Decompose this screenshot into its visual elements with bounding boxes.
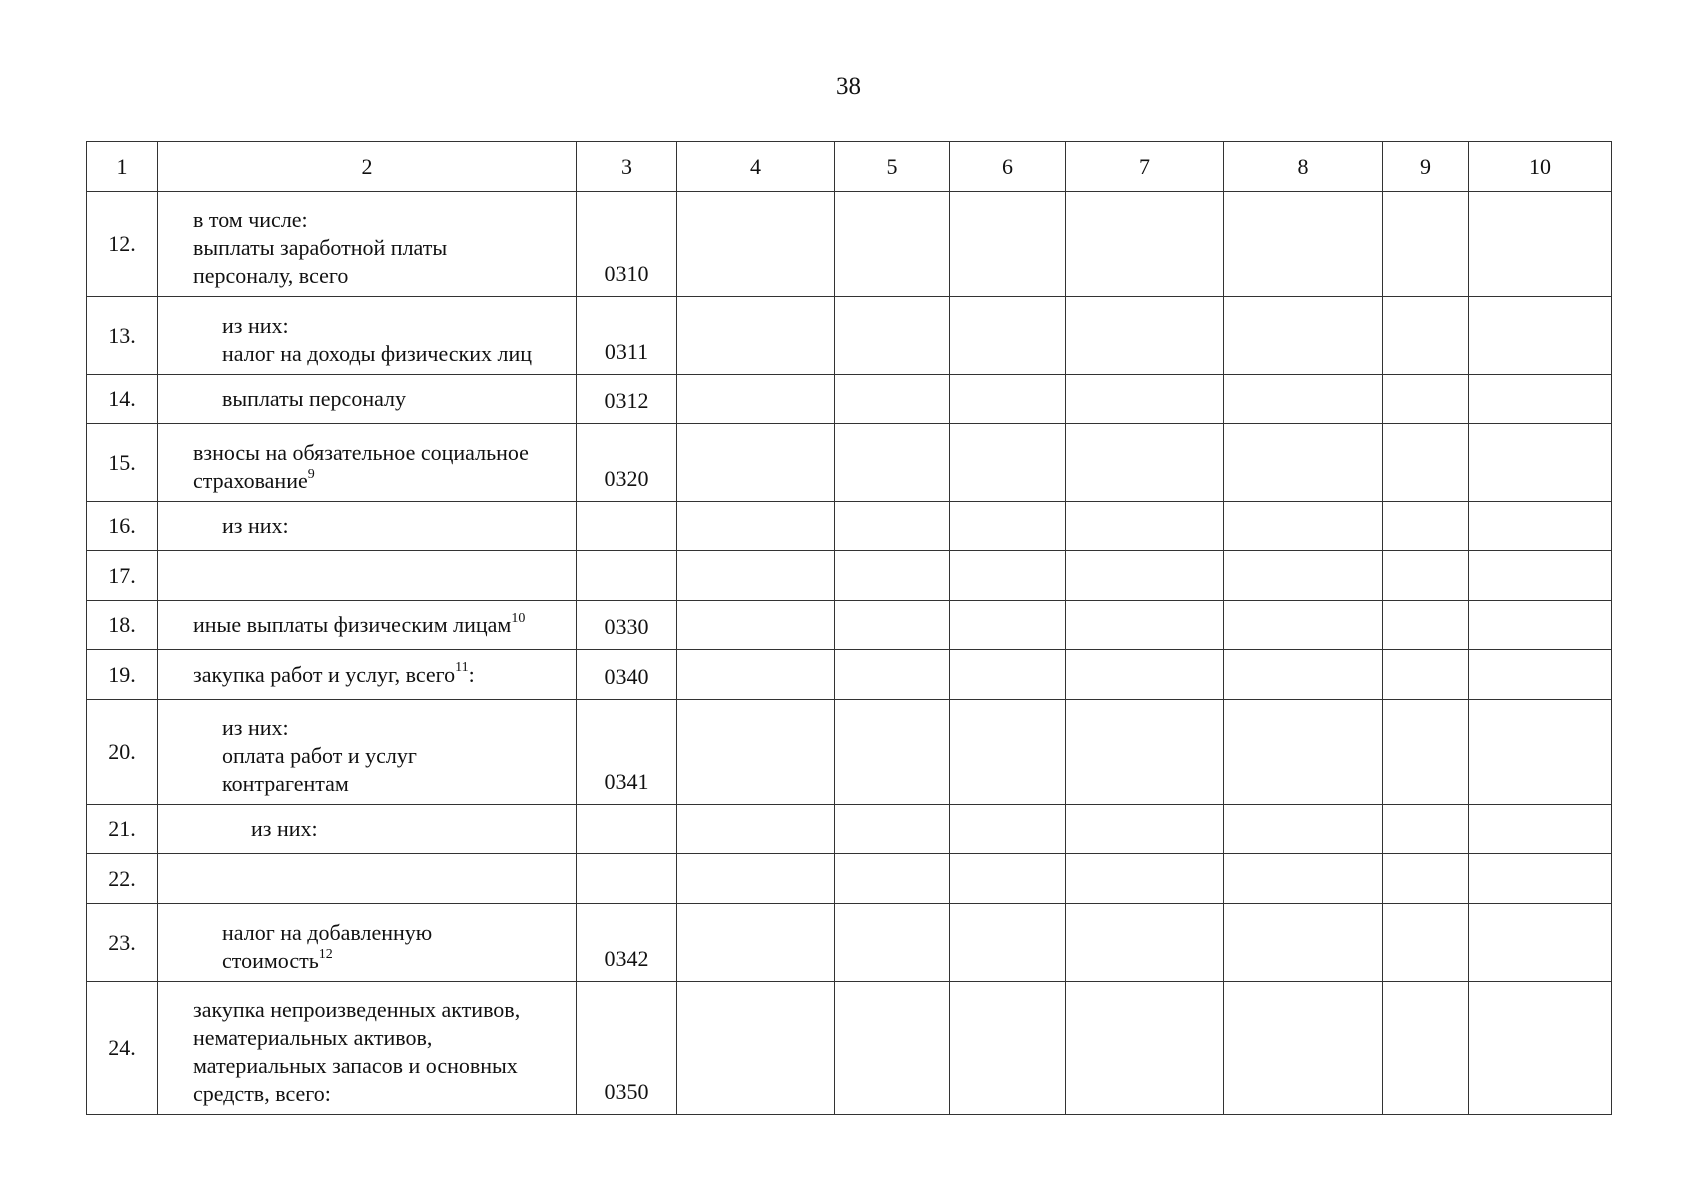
table-row (87, 502, 1612, 551)
value-cell-col-5 (835, 854, 950, 904)
value-cell-col-6 (950, 424, 1066, 502)
row-name-line (193, 947, 570, 975)
row-name-line (193, 312, 570, 340)
row-name-text: из них: (222, 513, 289, 538)
value-cell-col-7 (1066, 551, 1224, 601)
row-name-line (193, 1024, 570, 1052)
row-name-text: средств, всего: (193, 1081, 331, 1106)
row-name-text: налог на добавленную (222, 920, 433, 945)
value-cell-col-10 (1469, 700, 1612, 805)
value-cell-col-9 (1383, 375, 1469, 424)
value-cell-col-9 (1383, 854, 1469, 904)
row-name-line (193, 262, 570, 290)
row-name-line (193, 815, 570, 843)
value-cell-col-4 (677, 854, 835, 904)
row-name-line (193, 742, 570, 770)
value-cell-col-9 (1383, 297, 1469, 375)
row-name-cell (158, 502, 577, 551)
value-cell-col-7 (1066, 502, 1224, 551)
value-cell-col-4 (677, 982, 835, 1115)
value-cell-col-7 (1066, 982, 1224, 1115)
value-cell-col-8 (1224, 805, 1383, 854)
value-cell-col-6 (950, 192, 1066, 297)
value-cell-col-5 (835, 424, 950, 502)
row-code-cell (577, 854, 677, 904)
row-code-cell: 0310 (577, 192, 677, 297)
value-cell-col-6 (950, 650, 1066, 700)
row-name-line (193, 206, 570, 234)
value-cell-col-10 (1469, 854, 1612, 904)
value-cell-col-5 (835, 700, 950, 805)
value-cell-col-8 (1224, 854, 1383, 904)
value-cell-col-8 (1224, 192, 1383, 297)
value-cell-col-5 (835, 192, 950, 297)
value-cell-col-6 (950, 601, 1066, 650)
value-cell-col-4 (677, 650, 835, 700)
row-name-line (193, 996, 570, 1024)
header-cell-5: 5 (835, 142, 950, 192)
header-cell-6: 6 (950, 142, 1066, 192)
row-name-cell (158, 375, 577, 424)
row-name-line (193, 611, 570, 639)
value-cell-col-7 (1066, 854, 1224, 904)
row-name-cell (158, 700, 577, 805)
value-cell-col-6 (950, 700, 1066, 805)
footnote-ref: 11 (455, 660, 469, 676)
row-name-cell (158, 424, 577, 502)
header-cell-3: 3 (577, 142, 677, 192)
row-name-cell (158, 650, 577, 700)
value-cell-col-9 (1383, 502, 1469, 551)
row-number-cell: 23. (87, 904, 158, 982)
value-cell-col-4 (677, 192, 835, 297)
page-number: 38 (836, 73, 861, 100)
value-cell-col-8 (1224, 375, 1383, 424)
value-cell-col-4 (677, 805, 835, 854)
value-cell-col-10 (1469, 650, 1612, 700)
value-cell-col-10 (1469, 904, 1612, 982)
row-code-cell: 0311 (577, 297, 677, 375)
value-cell-col-10 (1469, 551, 1612, 601)
value-cell-col-5 (835, 982, 950, 1115)
value-cell-col-4 (677, 375, 835, 424)
row-name-suffix: : (468, 661, 475, 687)
value-cell-col-10 (1469, 805, 1612, 854)
row-name-cell (158, 854, 577, 904)
table-row (87, 650, 1612, 700)
row-name-text: оплата работ и услуг (222, 743, 417, 768)
row-name-line (193, 1080, 570, 1108)
row-name-text: из них: (222, 313, 289, 338)
value-cell-col-10 (1469, 375, 1612, 424)
value-cell-col-4 (677, 551, 835, 601)
row-code-cell: 0320 (577, 424, 677, 502)
value-cell-col-4 (677, 502, 835, 551)
row-number-cell: 12. (87, 192, 158, 297)
value-cell-col-5 (835, 904, 950, 982)
row-name-line (193, 385, 570, 413)
header-cell-4: 4 (677, 142, 835, 192)
value-cell-col-10 (1469, 424, 1612, 502)
value-cell-col-7 (1066, 424, 1224, 502)
row-name-line (193, 340, 570, 368)
value-cell-col-4 (677, 297, 835, 375)
value-cell-col-5 (835, 805, 950, 854)
value-cell-col-9 (1383, 982, 1469, 1115)
row-number-cell: 20. (87, 700, 158, 805)
table-row (87, 854, 1612, 904)
table-row (87, 904, 1612, 982)
report-table (86, 141, 1612, 1115)
header-cell-9: 9 (1383, 142, 1469, 192)
value-cell-col-9 (1383, 424, 1469, 502)
row-code-cell (577, 805, 677, 854)
value-cell-col-8 (1224, 502, 1383, 551)
value-cell-col-7 (1066, 805, 1224, 854)
row-name-cell (158, 192, 577, 297)
row-number-cell: 17. (87, 551, 158, 601)
row-number-cell: 14. (87, 375, 158, 424)
value-cell-col-6 (950, 854, 1066, 904)
value-cell-col-8 (1224, 297, 1383, 375)
row-name-text: контрагентам (222, 771, 349, 796)
row-name-text: страхование (193, 468, 308, 493)
row-name-text: из них: (251, 816, 318, 841)
row-code-cell (577, 502, 677, 551)
row-name-text: выплаты заработной платы (193, 235, 448, 260)
footnote-ref: 10 (511, 610, 526, 626)
value-cell-col-9 (1383, 805, 1469, 854)
value-cell-col-10 (1469, 192, 1612, 297)
row-name-text: выплаты персоналу (222, 386, 407, 411)
row-number-cell: 18. (87, 601, 158, 650)
header-cell-1: 1 (87, 142, 158, 192)
value-cell-col-8 (1224, 424, 1383, 502)
row-name-text: взносы на обязательное социальное (193, 440, 529, 465)
row-code-cell: 0340 (577, 650, 677, 700)
value-cell-col-9 (1383, 192, 1469, 297)
value-cell-col-4 (677, 904, 835, 982)
row-number-cell: 19. (87, 650, 158, 700)
table-body (87, 142, 1612, 1115)
row-name-text: иные выплаты физическим лицам (193, 612, 512, 637)
value-cell-col-9 (1383, 601, 1469, 650)
table-row (87, 297, 1612, 375)
row-name-text: из них: (222, 715, 289, 740)
row-number-cell: 13. (87, 297, 158, 375)
value-cell-col-5 (835, 601, 950, 650)
value-cell-col-7 (1066, 700, 1224, 805)
value-cell-col-10 (1469, 502, 1612, 551)
table-row (87, 192, 1612, 297)
row-name-text: в том числе: (193, 207, 308, 232)
footnote-ref: 12 (318, 946, 333, 962)
row-name-line (193, 1052, 570, 1080)
row-number-cell: 24. (87, 982, 158, 1115)
table-row (87, 700, 1612, 805)
value-cell-col-6 (950, 502, 1066, 551)
row-name-text: нематериальных активов, (193, 1025, 433, 1050)
row-code-cell (577, 551, 677, 601)
value-cell-col-6 (950, 551, 1066, 601)
row-name-line (193, 234, 570, 262)
value-cell-col-6 (950, 805, 1066, 854)
value-cell-col-8 (1224, 650, 1383, 700)
row-name-line (193, 770, 570, 798)
value-cell-col-4 (677, 601, 835, 650)
value-cell-col-6 (950, 904, 1066, 982)
row-name-cell (158, 805, 577, 854)
row-name-cell (158, 982, 577, 1115)
row-number-cell: 22. (87, 854, 158, 904)
value-cell-col-8 (1224, 601, 1383, 650)
value-cell-col-9 (1383, 551, 1469, 601)
row-name-text: персоналу, всего (193, 263, 349, 288)
value-cell-col-10 (1469, 601, 1612, 650)
value-cell-col-4 (677, 700, 835, 805)
row-name-text: закупка работ и услуг, всего (193, 661, 456, 687)
row-name-text: материальных запасов и основных (193, 1053, 518, 1078)
value-cell-col-8 (1224, 982, 1383, 1115)
footnote-ref: 9 (307, 466, 315, 482)
row-name-cell (158, 601, 577, 650)
header-cell-10: 10 (1469, 142, 1612, 192)
value-cell-col-7 (1066, 192, 1224, 297)
row-name-line (193, 661, 570, 689)
row-name-cell (158, 904, 577, 982)
row-number-cell: 15. (87, 424, 158, 502)
value-cell-col-5 (835, 650, 950, 700)
row-name-cell (158, 297, 577, 375)
header-cell-7: 7 (1066, 142, 1224, 192)
value-cell-col-4 (677, 424, 835, 502)
value-cell-col-7 (1066, 297, 1224, 375)
value-cell-col-7 (1066, 904, 1224, 982)
row-code-cell: 0350 (577, 982, 677, 1115)
table-row (87, 805, 1612, 854)
header-cell-2: 2 (158, 142, 577, 192)
value-cell-col-8 (1224, 904, 1383, 982)
table-row (87, 424, 1612, 502)
row-code-cell: 0342 (577, 904, 677, 982)
value-cell-col-7 (1066, 601, 1224, 650)
row-name-line (193, 919, 570, 947)
value-cell-col-6 (950, 982, 1066, 1115)
row-number-cell: 16. (87, 502, 158, 551)
header-row (87, 142, 1612, 192)
value-cell-col-5 (835, 502, 950, 551)
table-row (87, 375, 1612, 424)
row-name-line (193, 467, 570, 495)
value-cell-col-9 (1383, 904, 1469, 982)
header-cell-8: 8 (1224, 142, 1383, 192)
value-cell-col-8 (1224, 551, 1383, 601)
row-code-cell: 0330 (577, 601, 677, 650)
value-cell-col-9 (1383, 700, 1469, 805)
row-name-line (193, 512, 570, 540)
value-cell-col-9 (1383, 650, 1469, 700)
value-cell-col-7 (1066, 650, 1224, 700)
table-row (87, 601, 1612, 650)
value-cell-col-6 (950, 297, 1066, 375)
table-row (87, 982, 1612, 1115)
row-name-text: стоимость (222, 948, 319, 973)
row-code-cell: 0312 (577, 375, 677, 424)
value-cell-col-5 (835, 375, 950, 424)
row-name-text: налог на доходы физических лиц (222, 341, 533, 366)
value-cell-col-8 (1224, 700, 1383, 805)
value-cell-col-5 (835, 297, 950, 375)
value-cell-col-10 (1469, 297, 1612, 375)
value-cell-col-6 (950, 375, 1066, 424)
value-cell-col-10 (1469, 982, 1612, 1115)
row-name-cell (158, 551, 577, 601)
row-name-line (193, 714, 570, 742)
value-cell-col-7 (1066, 375, 1224, 424)
value-cell-col-5 (835, 551, 950, 601)
row-name-line (193, 439, 570, 467)
table-row (87, 551, 1612, 601)
row-number-cell: 21. (87, 805, 158, 854)
row-name-text: закупка непроизведенных активов, (193, 997, 521, 1022)
row-code-cell: 0341 (577, 700, 677, 805)
